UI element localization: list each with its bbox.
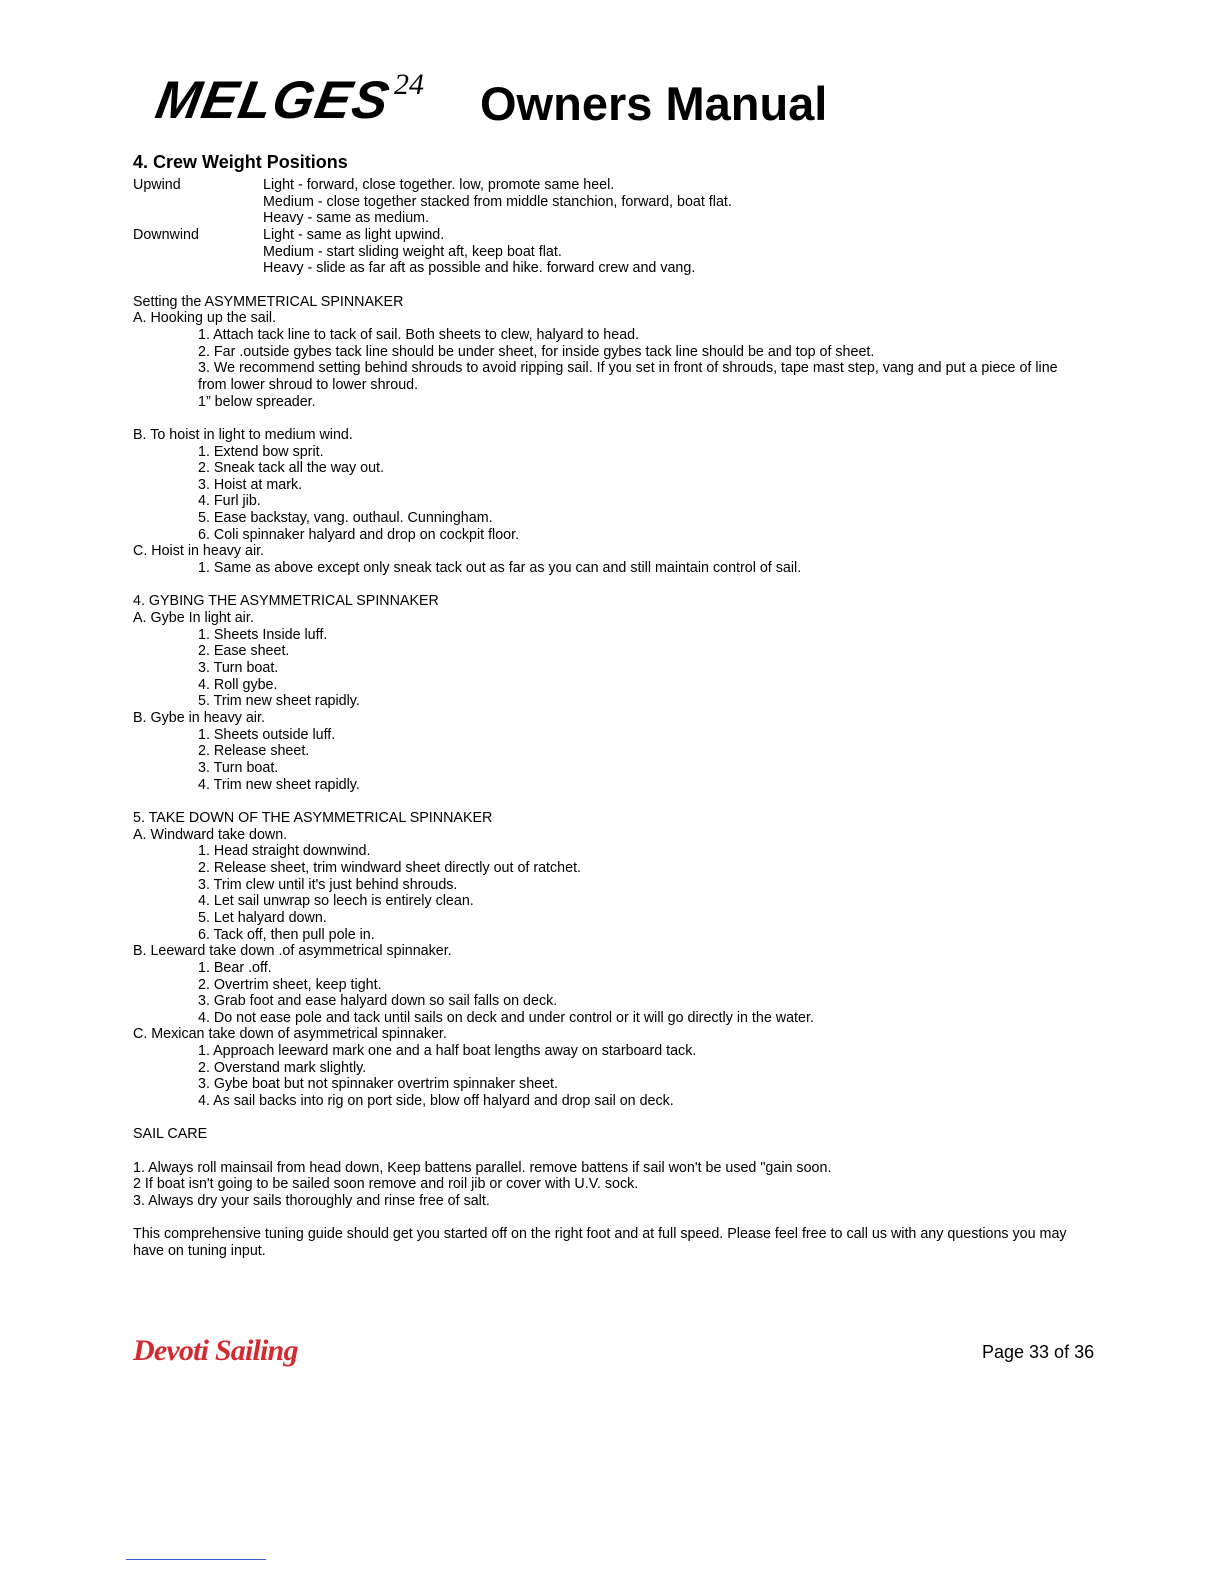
list-item: 1. Same as above except only sneak tack out as far as you can and still maintain control of sail. [198, 560, 802, 577]
section-heading-crew-weight: 4. Crew Weight Positions [133, 152, 348, 172]
list-item: 1. Sheets Inside luff. [198, 626, 328, 643]
list-item: 1. Always roll mainsail from head down, Keep battens parallel. remove battens if sail won't be used "gain soon. [133, 1159, 832, 1176]
spacer [133, 1143, 1133, 1160]
closing-paragraph-line: have on tuning input. [133, 1243, 266, 1259]
crew-upwind-heavy: Heavy - same as medium. [263, 210, 430, 227]
spacer [133, 410, 1133, 427]
list-item: 3. Hoist at mark. [198, 476, 303, 493]
subsection-hoist-heavy: C. Hoist in heavy air. [133, 543, 265, 560]
list-item: 2. Release sheet. [198, 743, 310, 760]
list-item: 4. Let sail unwrap so leech is entirely clean. [198, 893, 474, 910]
list-item: 5. Ease backstay, vang. outhaul. Cunningham. [198, 510, 493, 527]
list-item: 3. Grab foot and ease halyard down so sail falls on deck. [198, 993, 558, 1010]
list-item: 2. Overtrim sheet, keep tight. [198, 976, 382, 993]
list-item: 3. Trim clew until it's just behind shrouds. [198, 876, 458, 893]
subsection-mexican: C. Mexican take down of asymmetrical spinnaker. [133, 1026, 447, 1043]
list-item: 4. As sail backs into rig on port side, blow off halyard and drop sail on deck. [198, 1093, 674, 1110]
list-item: 3. We recommend setting behind shrouds to avoid ripping sail. If you set in front of shrouds, tape mast step, vang and put a piece of line [198, 360, 1058, 377]
devoti-sailing-logo: Devoti Sailing [133, 1334, 298, 1367]
crew-downwind-medium: Medium - start sliding weight aft, keep boat flat. [263, 243, 562, 260]
list-item: 3. Turn boat. [198, 660, 279, 677]
logo-number: 24 [394, 68, 424, 101]
spacer [133, 277, 1133, 294]
subsection-gybe-heavy: B. Gybe in heavy air. [133, 710, 265, 726]
subsection-hooking: A. Hooking up the sail. [133, 310, 277, 327]
list-item: 1. Attach tack line to tack of sail. Both sheets to clew, halyard to head. [198, 326, 640, 343]
crew-label-upwind: Upwind [133, 177, 181, 193]
list-item: 3. Gybe boat but not spinnaker overtrim spinnaker sheet. [198, 1076, 559, 1093]
section-title-setting: Setting the ASYMMETRICAL SPINNAKER [133, 293, 404, 310]
list-item: 3. Always dry your sails thoroughly and rinse free of salt. [133, 1193, 490, 1210]
list-item: 2. Overstand mark slightly. [198, 1059, 367, 1076]
list-item: 2. Ease sheet. [198, 643, 290, 660]
list-item: 1. Head straight downwind. [198, 843, 371, 860]
subsection-leeward: B. Leeward take down .of asymmetrical spinnaker. [133, 943, 452, 960]
subsection-windward: A. Windward take down. [133, 826, 288, 843]
list-item: 4. Furl jib. [198, 493, 261, 510]
document-title: Owners Manual [480, 77, 828, 130]
list-item: 1. Extend bow sprit. [198, 443, 324, 460]
footnote-divider [126, 1559, 266, 1560]
closing-paragraph-line: This comprehensive tuning guide should get you started off on the right foot and at full speed. Please feel free to call us with any questions you may [133, 1226, 1067, 1243]
list-item: 5. Trim new sheet rapidly. [198, 693, 360, 710]
list-item: 2. Sneak tack all the way out. [198, 460, 384, 477]
section-title-sail-care: SAIL CARE [133, 1126, 208, 1143]
list-item: 1. Bear .off. [198, 959, 272, 976]
crew-row-downwind [133, 227, 1133, 244]
list-item: 2. Release sheet, trim windward sheet directly out of ratchet. [198, 859, 582, 876]
spacer [133, 1110, 1133, 1127]
list-item: 6. Coli spinnaker halyard and drop on cockpit floor. [198, 526, 520, 543]
list-item-continuation: 1” below spreader. [198, 393, 316, 410]
crew-downwind-light: Light - same as light upwind. [263, 226, 445, 243]
list-item: 4. Trim new sheet rapidly. [198, 776, 360, 793]
list-item: 2. Far .outside gybes tack line should be under sheet, for inside gybes tack line should be and top of sheet. [198, 343, 875, 360]
document-body [133, 177, 1133, 1260]
list-item: 4. Roll gybe. [198, 676, 278, 693]
list-item: 1. Sheets outside luff. [198, 726, 336, 743]
list-item-continuation: from lower shroud to lower shroud. [198, 376, 419, 393]
list-item: 6. Tack off, then pull pole in. [198, 926, 375, 943]
page-number: Page 33 of 36 [982, 1342, 1095, 1362]
crew-row-upwind [133, 177, 1133, 194]
spacer [133, 1210, 1133, 1227]
list-item: 3. Turn boat. [198, 759, 279, 776]
crew-label-downwind: Downwind [133, 226, 199, 243]
list-item: 1. Approach leeward mark one and a half boat lengths away on starboard tack. [198, 1043, 697, 1060]
spacer [133, 793, 1133, 810]
list-item: 5. Let halyard down. [198, 909, 327, 926]
spacer [133, 577, 1133, 594]
logo-wordmark: MELGES [151, 71, 395, 130]
crew-upwind-light: Light - forward, close together. low, promote same heel. [263, 177, 615, 193]
subsection-gybe-light: A. Gybe In light air. [133, 610, 254, 627]
section-title-gybing: 4. GYBING THE ASYMMETRICAL SPINNAKER [133, 593, 439, 610]
subsection-hoist-light: B. To hoist in light to medium wind. [133, 426, 353, 443]
list-item: 4. Do not ease pole and tack until sails on deck and under control or it will go directly in the water. [198, 1009, 814, 1026]
list-item: 2 If boat isn't going to be sailed soon remove and roil jib or cover with U.V. sock. [133, 1176, 639, 1193]
crew-downwind-heavy: Heavy - slide as far aft as possible and hike. forward crew and vang. [263, 260, 696, 277]
crew-upwind-medium: Medium - close together stacked from middle stanchion, forward, boat flat. [263, 193, 732, 210]
section-title-takedown: 5. TAKE DOWN OF THE ASYMMETRICAL SPINNAKER [133, 809, 493, 826]
